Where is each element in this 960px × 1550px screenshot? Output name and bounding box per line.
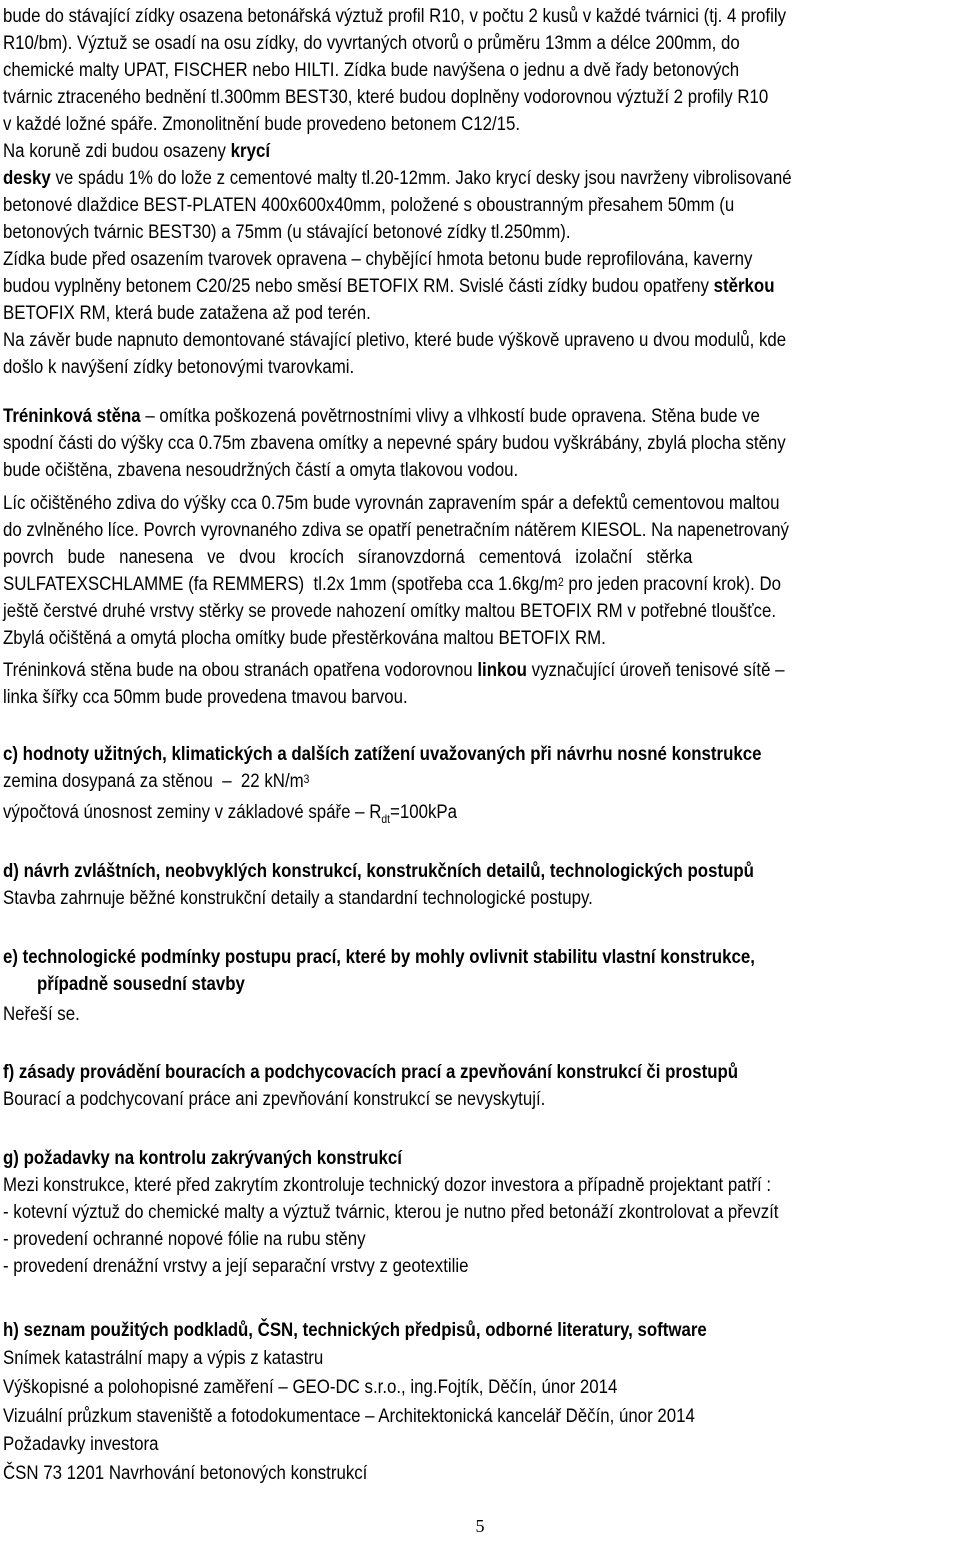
body-line: Zídka bude před osazením tvarovek opravena – chybějící hmota betonu bude reprofilována, kaverny	[3, 248, 753, 270]
body-line: došlo k navýšení zídky betonovými tvarovkami.	[3, 356, 355, 378]
body-line: - kotevní výztuž do chemické malty a výztuž tvárnic, kterou je nutno před betonáží zkontrolovat a převzít	[3, 1201, 779, 1223]
body-line: Bourací a podchycovaní práce ani zpevňování konstrukcí se nevyskytují.	[3, 1088, 546, 1110]
body-line: v každé ložné spáře. Zmonolitnění bude provedeno betonem C12/15.	[3, 113, 521, 135]
body-line: - provedení ochranné nopové fólie na rubu stěny	[3, 1228, 366, 1250]
body-line: BETOFIX RM, která bude zatažena až pod terén.	[3, 302, 371, 324]
section-heading-e: e) technologické podmínky postupu prací, které by mohly ovlivnit stabilitu vlastní konstrukce,	[3, 946, 755, 968]
emphasis-text: stěrkou	[713, 275, 775, 297]
emphasis-text: linkou	[477, 659, 527, 681]
body-line: SULFATEXSCHLAMME (fa REMMERS) tl.2x 1mm (spotřeba cca $1.6kg/m^2$ pro jeden pracovní krok). Do	[3, 573, 782, 595]
body-line: povrch bude nanesena ve dvou krocích síranovzdorná cementová izolační stěrka	[3, 546, 693, 568]
body-line: Tréninková stěna – omítka poškozená povětrnostními vlivy a vlhkostí bude opravena. Stěna bude ve	[3, 405, 760, 427]
section-heading-f: f) zásady provádění bouracích a podchycovacích prací a zpevňování konstrukcí či prostupů	[3, 1061, 739, 1083]
body-line: do zvlněného líce. Povrch vyrovnaného zdiva se opatří penetračním nátěrem KIESOL. Na napenetrovaný	[3, 519, 789, 541]
section-heading-e-cont: případně sousední stavby	[37, 973, 245, 995]
body-line: zemina dosypaná za stěnou – 22 $kN/m^3$	[3, 770, 310, 792]
section-heading-c: c) hodnoty užitných, klimatických a dalších zatížení uvažovaných při návrhu nosné konstrukce	[3, 743, 762, 765]
body-line: výpočtová únosnost zeminy v základové spáře – $R_{dt}=100kPa$	[3, 801, 458, 826]
body-line: Na závěr bude napnuto demontované stávající pletivo, které bude výškově upraveno u dvou modulů, kde	[3, 329, 787, 351]
page-number: 5	[475, 1516, 485, 1536]
body-line: Vizuální průzkum staveniště a fotodokumentace – Architektonická kancelář Děčín, únor 2014	[3, 1405, 695, 1427]
body-line: ČSN 73 1201 Navrhování betonových konstrukcí	[3, 1462, 368, 1484]
body-line: bude do stávající zídky osazena betonářská výztuž profil R10, v počtu 2 kusů v každé tvárnici (tj. 4 profily	[3, 5, 787, 27]
emphasis-text: desky	[3, 167, 51, 189]
body-line: tvárnic ztraceného bednění tl.300mm BEST30, které budou doplněny vodorovnou výztuží 2 profily R10	[3, 86, 769, 108]
body-line: - provedení drenážní vrstvy a její separační vrstvy z geotextilie	[3, 1255, 469, 1277]
body-line: bude očištěna, zbavena nesoudržných částí a omyta tlakovou vodou.	[3, 459, 519, 481]
body-line: Zbylá očištěná a omytá plocha omítky bude přestěrkována maltou BETOFIX RM.	[3, 627, 606, 649]
emphasis-text: Tréninková stěna	[3, 405, 141, 427]
body-line: Požadavky investora	[3, 1433, 159, 1455]
section-heading-g: g) požadavky na kontrolu zakrývaných konstrukcí	[3, 1147, 402, 1169]
body-line: desky ve spádu 1% do lože z cementové malty tl.20-12mm. Jako krycí desky jsou navrženy vibrolisované	[3, 167, 792, 189]
body-line: spodní části do výšky cca 0.75m zbavena omítky a nepevné spáry budou vyškrábány, zbylá plocha stěny	[3, 432, 786, 454]
emphasis-text: krycí	[230, 140, 271, 162]
body-line: chemické malty UPAT, FISCHER nebo HILTI. Zídka bude navýšena o jednu a dvě řady betonových	[3, 59, 740, 81]
body-line: betonové dlaždice BEST-PLATEN 400x600x40mm, položené s oboustranným přesahem 50mm (u	[3, 194, 735, 216]
body-line: betonových tvárnic BEST30) a 75mm (u stávající betonové zídky tl.250mm).	[3, 221, 571, 243]
section-heading-h: h) seznam použitých podkladů, ČSN, technických předpisů, odborné literatury, software	[3, 1319, 707, 1341]
body-line: R10/bm). Výztuž se osadí na osu zídky, do vyvrtaných otvorů o průměru 13mm a délce 200mm, do	[3, 32, 740, 54]
body-line: linka šířky cca 50mm bude provedena tmavou barvou.	[3, 686, 408, 708]
body-line: Líc očištěného zdiva do výšky cca 0.75m bude vyrovnán zapravením spár a defektů cementovou maltou	[3, 492, 780, 514]
body-line: Tréninková stěna bude na obou stranách opatřena vodorovnou linkou vyznačující úroveň tenisové sítě –	[3, 659, 785, 681]
body-line: ještě čerstvé druhé vrstvy stěrky se provede nahození omítky maltou BETOFIX RM v potřebné tloušťce.	[3, 600, 777, 622]
body-line: Výškopisné a polohopisné zaměření – GEO-DC s.r.o., ing.Fojtík, Děčín, únor 2014	[3, 1376, 618, 1398]
section-heading-d: d) návrh zvláštních, neobvyklých konstrukcí, konstrukčních detailů, technologických postupů	[3, 860, 754, 882]
body-line: Stavba zahrnuje běžné konstrukční detaily a standardní technologické postupy.	[3, 887, 593, 909]
body-line: Na koruně zdi budou osazeny krycí	[3, 140, 271, 162]
body-line: Mezi konstrukce, které před zakrytím zkontroluje technický dozor investora a případně projektant patří :	[3, 1174, 772, 1196]
body-line: Neřeší se.	[3, 1003, 80, 1025]
body-line: budou vyplněny betonem C20/25 nebo směsí BETOFIX RM. Svislé části zídky budou opatřeny stěrkou	[3, 275, 775, 297]
body-line: Snímek katastrální mapy a výpis z katastru	[3, 1347, 324, 1369]
